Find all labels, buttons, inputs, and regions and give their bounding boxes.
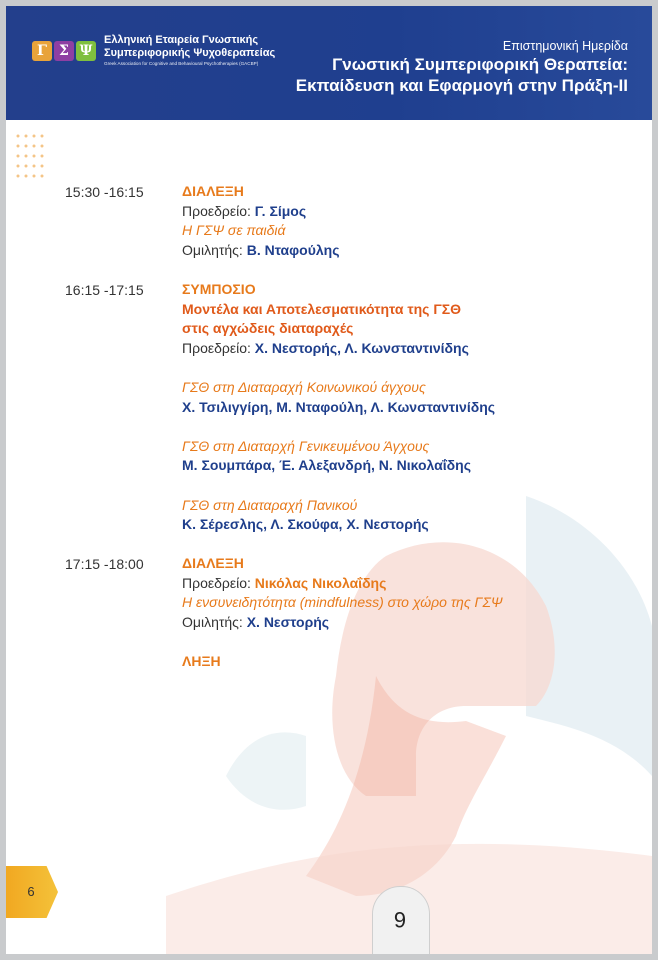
session-content [182, 554, 652, 672]
spacer [182, 476, 652, 496]
session-type: ΔΙΑΛΕΞΗ [182, 555, 244, 572]
chair-label: Προεδρείο: [182, 202, 251, 219]
logo-letter-psi: Ψ [76, 41, 96, 61]
bottom-page-number: 6 [393, 907, 407, 932]
event-heading [296, 38, 628, 96]
logo-letter-sigma: Σ [54, 41, 74, 61]
page-number: 6 [27, 884, 35, 899]
page-header [6, 6, 652, 120]
session-time: 17:15 -18:00 [65, 556, 144, 573]
session-lecture-2 [6, 554, 652, 672]
decorative-dots [14, 12, 48, 186]
symposium-title-line2: στις αγχώδεις διαταραχές [182, 320, 354, 337]
org-name-line2: Συμπεριφορικής Ψυχοθεραπείας [104, 47, 276, 59]
speaker-line [182, 613, 652, 633]
session-time: 16:15 -17:15 [65, 281, 144, 298]
org-name-line1: Ελληνική Εταιρεία Γνωστικής [104, 34, 259, 46]
org-name [104, 34, 275, 67]
program-end: ΛΗΞΗ [182, 653, 221, 670]
org-logo [32, 34, 275, 67]
chair-line [182, 202, 652, 222]
speaker-name: Χ. Νεστορής [246, 614, 330, 631]
session-symposium [6, 280, 652, 535]
program-schedule [6, 182, 652, 672]
chair-name: Γ. Σίμος [254, 202, 307, 219]
speaker-name: Β. Νταφούλης [246, 241, 340, 258]
lecture-topic: Η ΓΣΨ σε παιδιά [182, 222, 286, 239]
speaker-line [182, 241, 652, 261]
lecture-topic: Η ενσυνειδητότητα (mindfulness) στο χώρο της ΓΣΨ [182, 594, 503, 611]
chair-label: Προεδρείο: [182, 339, 251, 356]
spacer [182, 417, 652, 437]
speaker-label: Ομιλητής: [182, 614, 243, 631]
chair-label: Προεδρείο: [182, 574, 251, 591]
session-type: ΣΥΜΠΟΣΙΟ [182, 280, 256, 297]
chair-name: Χ. Νεστορής, Λ. Κωνσταντινίδης [254, 339, 469, 356]
talk-speakers: Κ. Σέρεσλης, Λ. Σκούφα, Χ. Νεστορής [182, 516, 429, 533]
spacer [6, 535, 652, 555]
session-lecture-1 [6, 182, 652, 260]
session-type: ΔΙΑΛΕΞΗ [182, 183, 244, 199]
brochure-page [6, 6, 652, 954]
chair-name: Νικόλας Νικολαΐδης [254, 574, 387, 591]
symposium-title-line1: Μοντέλα και Αποτελεσματικότητα της ΓΣΘ [182, 300, 462, 317]
spacer [182, 633, 652, 653]
session-content [182, 280, 652, 535]
org-name-english: Greek Association for Cognitive and Behavioural Psychotherapies (GACBP) [104, 61, 259, 66]
talk-topic: ΓΣΘ στη Διαταραχή Πανικού [182, 496, 358, 513]
chair-line [182, 574, 652, 594]
spacer [182, 358, 652, 378]
talk-speakers: Χ. Τσιλιγγίρη, Μ. Νταφούλη, Λ. Κωνσταντινίδης [182, 398, 496, 415]
speaker-label: Ομιλητής: [182, 241, 243, 258]
session-time: 15:30 -16:15 [65, 184, 144, 200]
session-content [182, 182, 652, 260]
talk-speakers: Μ. Σουμπάρα, Έ. Αλεξανδρή, Ν. Νικολαΐδης [182, 457, 471, 474]
spacer [6, 260, 652, 280]
chair-line [182, 339, 652, 359]
event-title-line2: Εκπαίδευση και Εφαρμογή στην Πράξη-ΙΙ [295, 76, 628, 95]
talk-topic: ΓΣΘ στη Διαταραχή Κοινωνικού άγχους [182, 378, 426, 395]
talk-topic: ΓΣΘ στη Διαταρχή Γενικευμένου Άγχους [182, 437, 430, 454]
logo-letter-gamma: Γ [32, 41, 52, 61]
event-type: Επιστημονική Ημερίδα [502, 39, 628, 53]
event-title-line1: Γνωστική Συμπεριφορική Θεραπεία: [332, 55, 628, 74]
